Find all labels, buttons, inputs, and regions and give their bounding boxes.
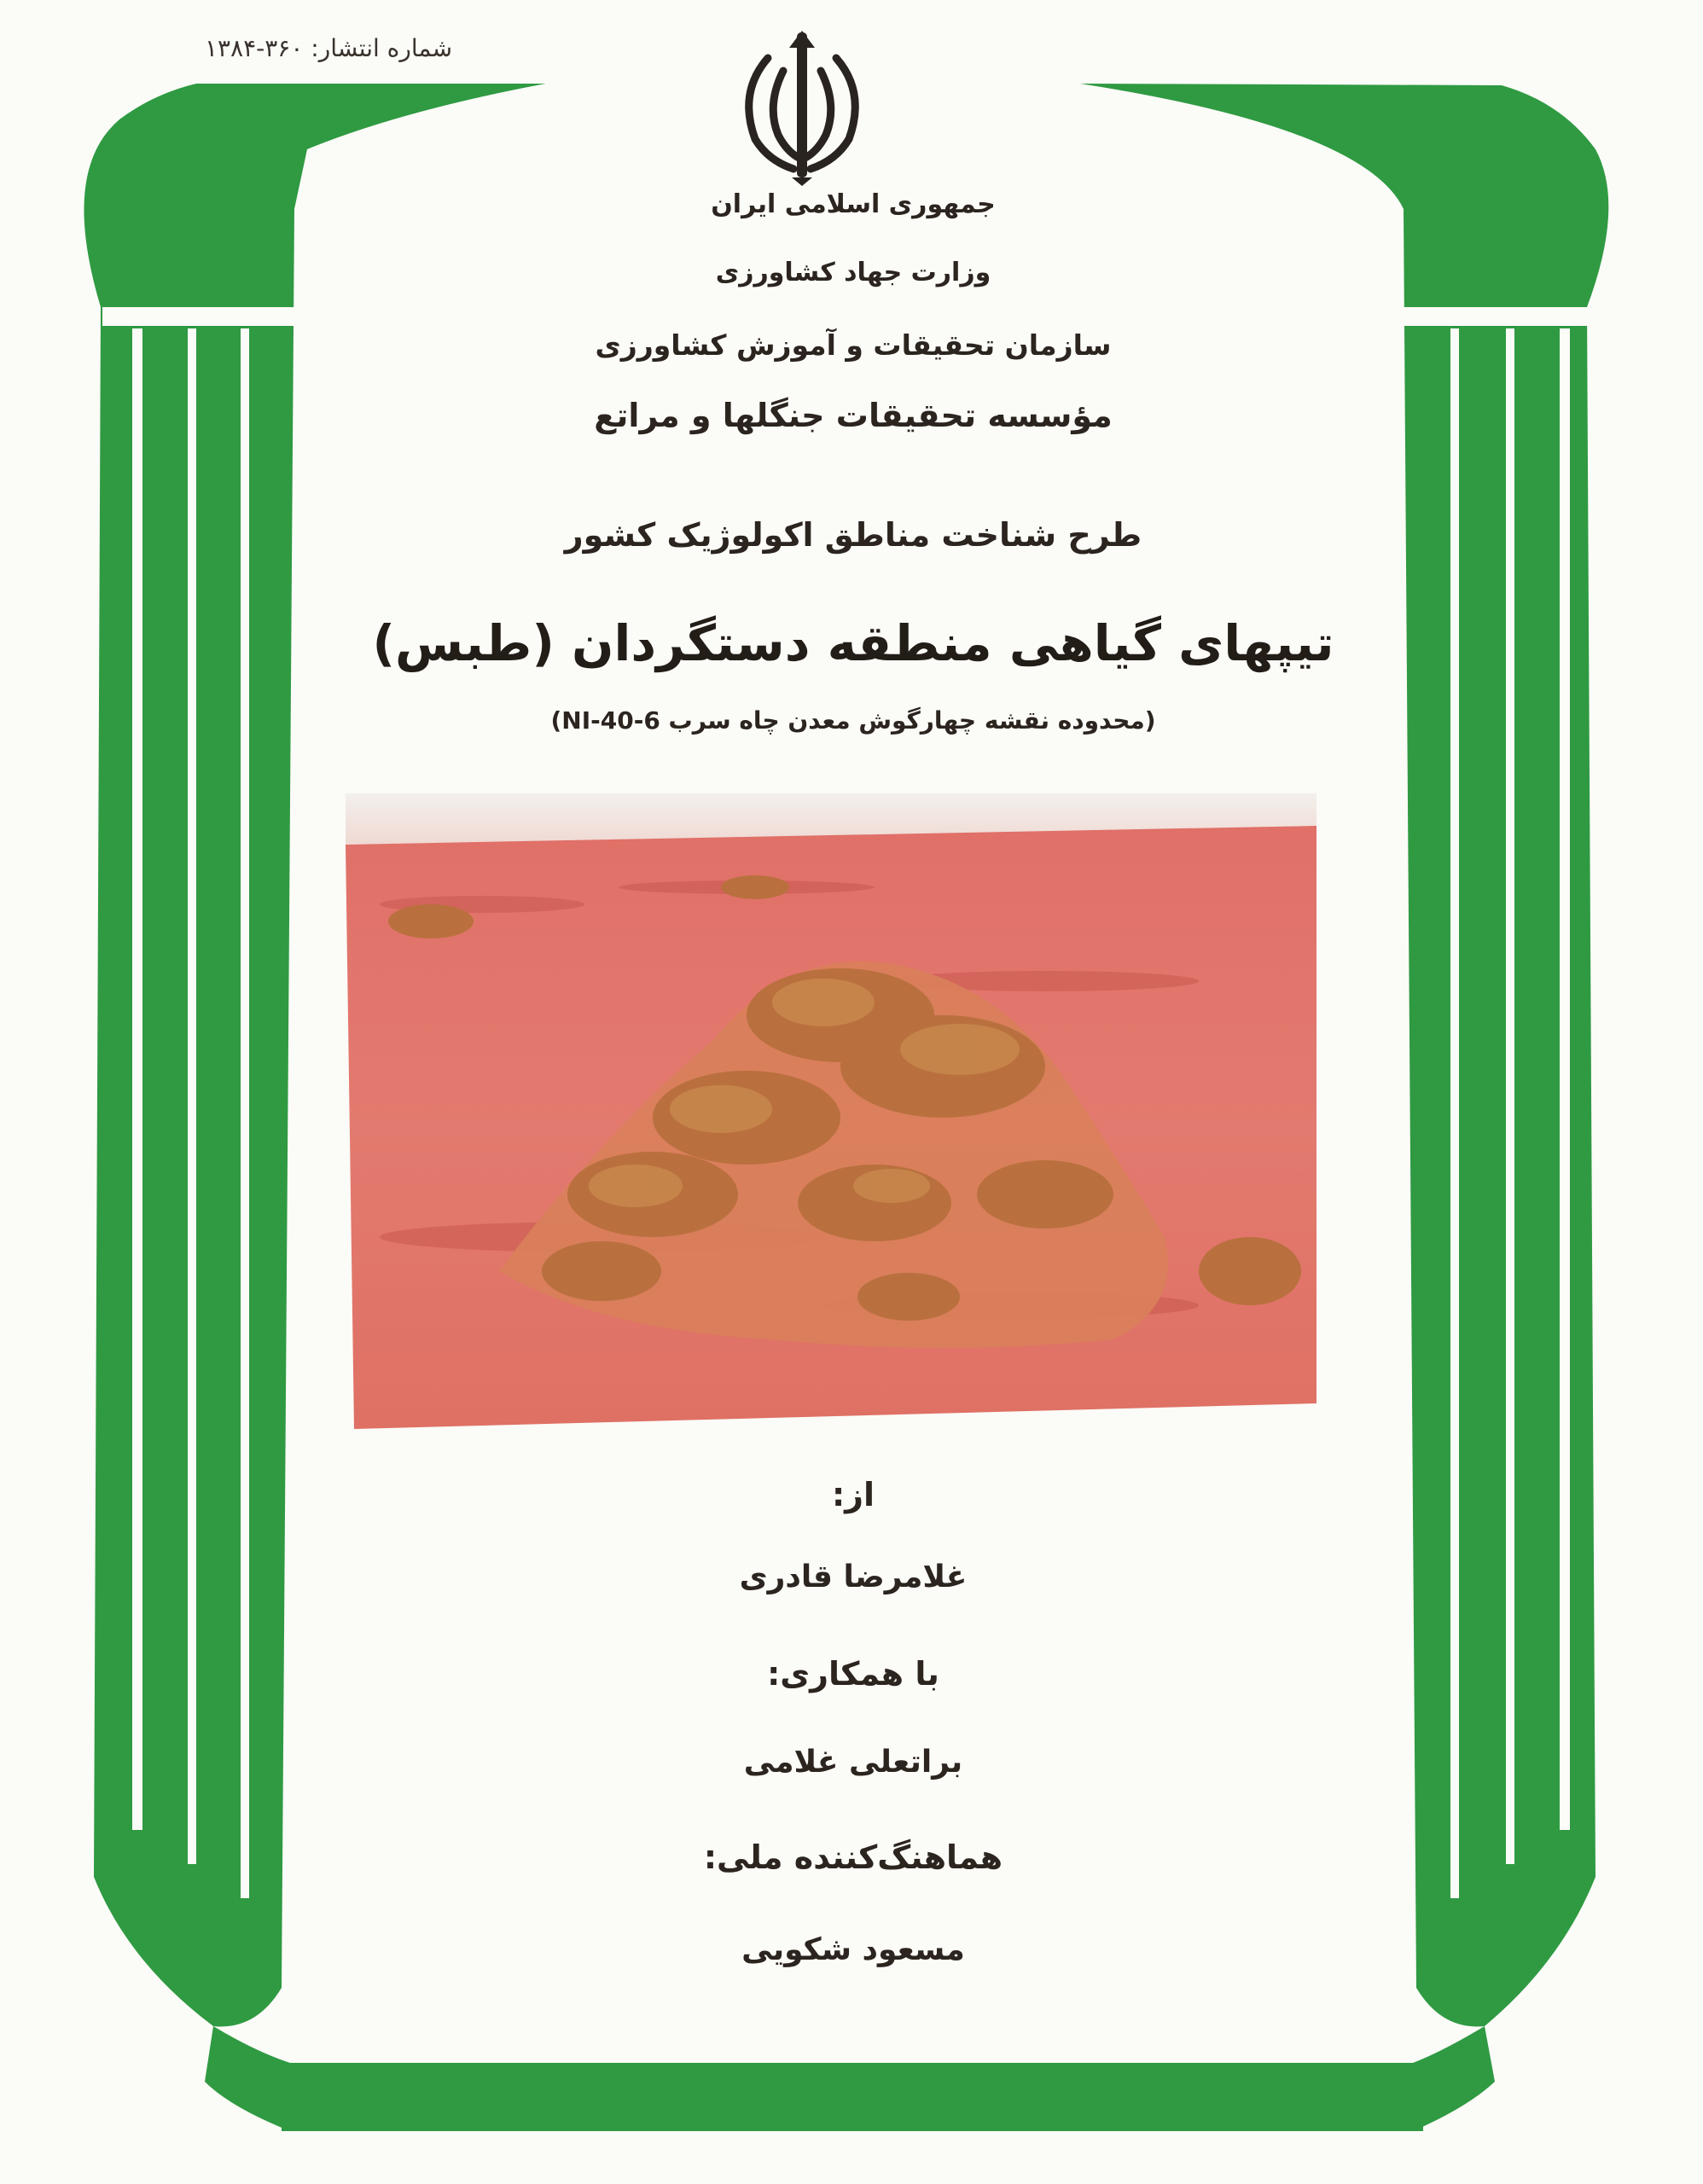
author-name: غلامرضا قادری — [739, 1560, 968, 1594]
book-title: تیپهای گیاهی منطقه دستگردان (طبس) — [372, 614, 1334, 672]
iran-emblem-icon — [717, 24, 887, 186]
cover-photo — [346, 793, 1316, 1429]
project-name: طرح شناخت مناطق اکولوژیک کشور — [564, 516, 1142, 554]
coordinator-name: مسعود شکویی — [741, 1932, 965, 1967]
from-label: از: — [831, 1476, 875, 1513]
collaboration-label: با همکاری: — [767, 1655, 939, 1693]
organization-name: سازمان تحقیقات و آموزش کشاورزی — [595, 328, 1112, 362]
institute-name: مؤسسه تحقیقات جنگلها و مراتع — [594, 397, 1113, 434]
collaborator-name: براتعلی غلامی — [743, 1745, 963, 1780]
publication-number: شماره انتشار: ۳۶۰-۱۳۸۴ — [205, 34, 453, 62]
ministry-name: وزارت جهاد کشاورزی — [715, 258, 991, 288]
coordinator-label: هماهنگ‌کننده ملی: — [703, 1838, 1003, 1876]
country-name: جمهوری اسلامی ایران — [711, 189, 996, 219]
book-subtitle: (محدوده نقشه چهارگوش معدن چاه سرب NI-40-6) — [550, 706, 1156, 735]
